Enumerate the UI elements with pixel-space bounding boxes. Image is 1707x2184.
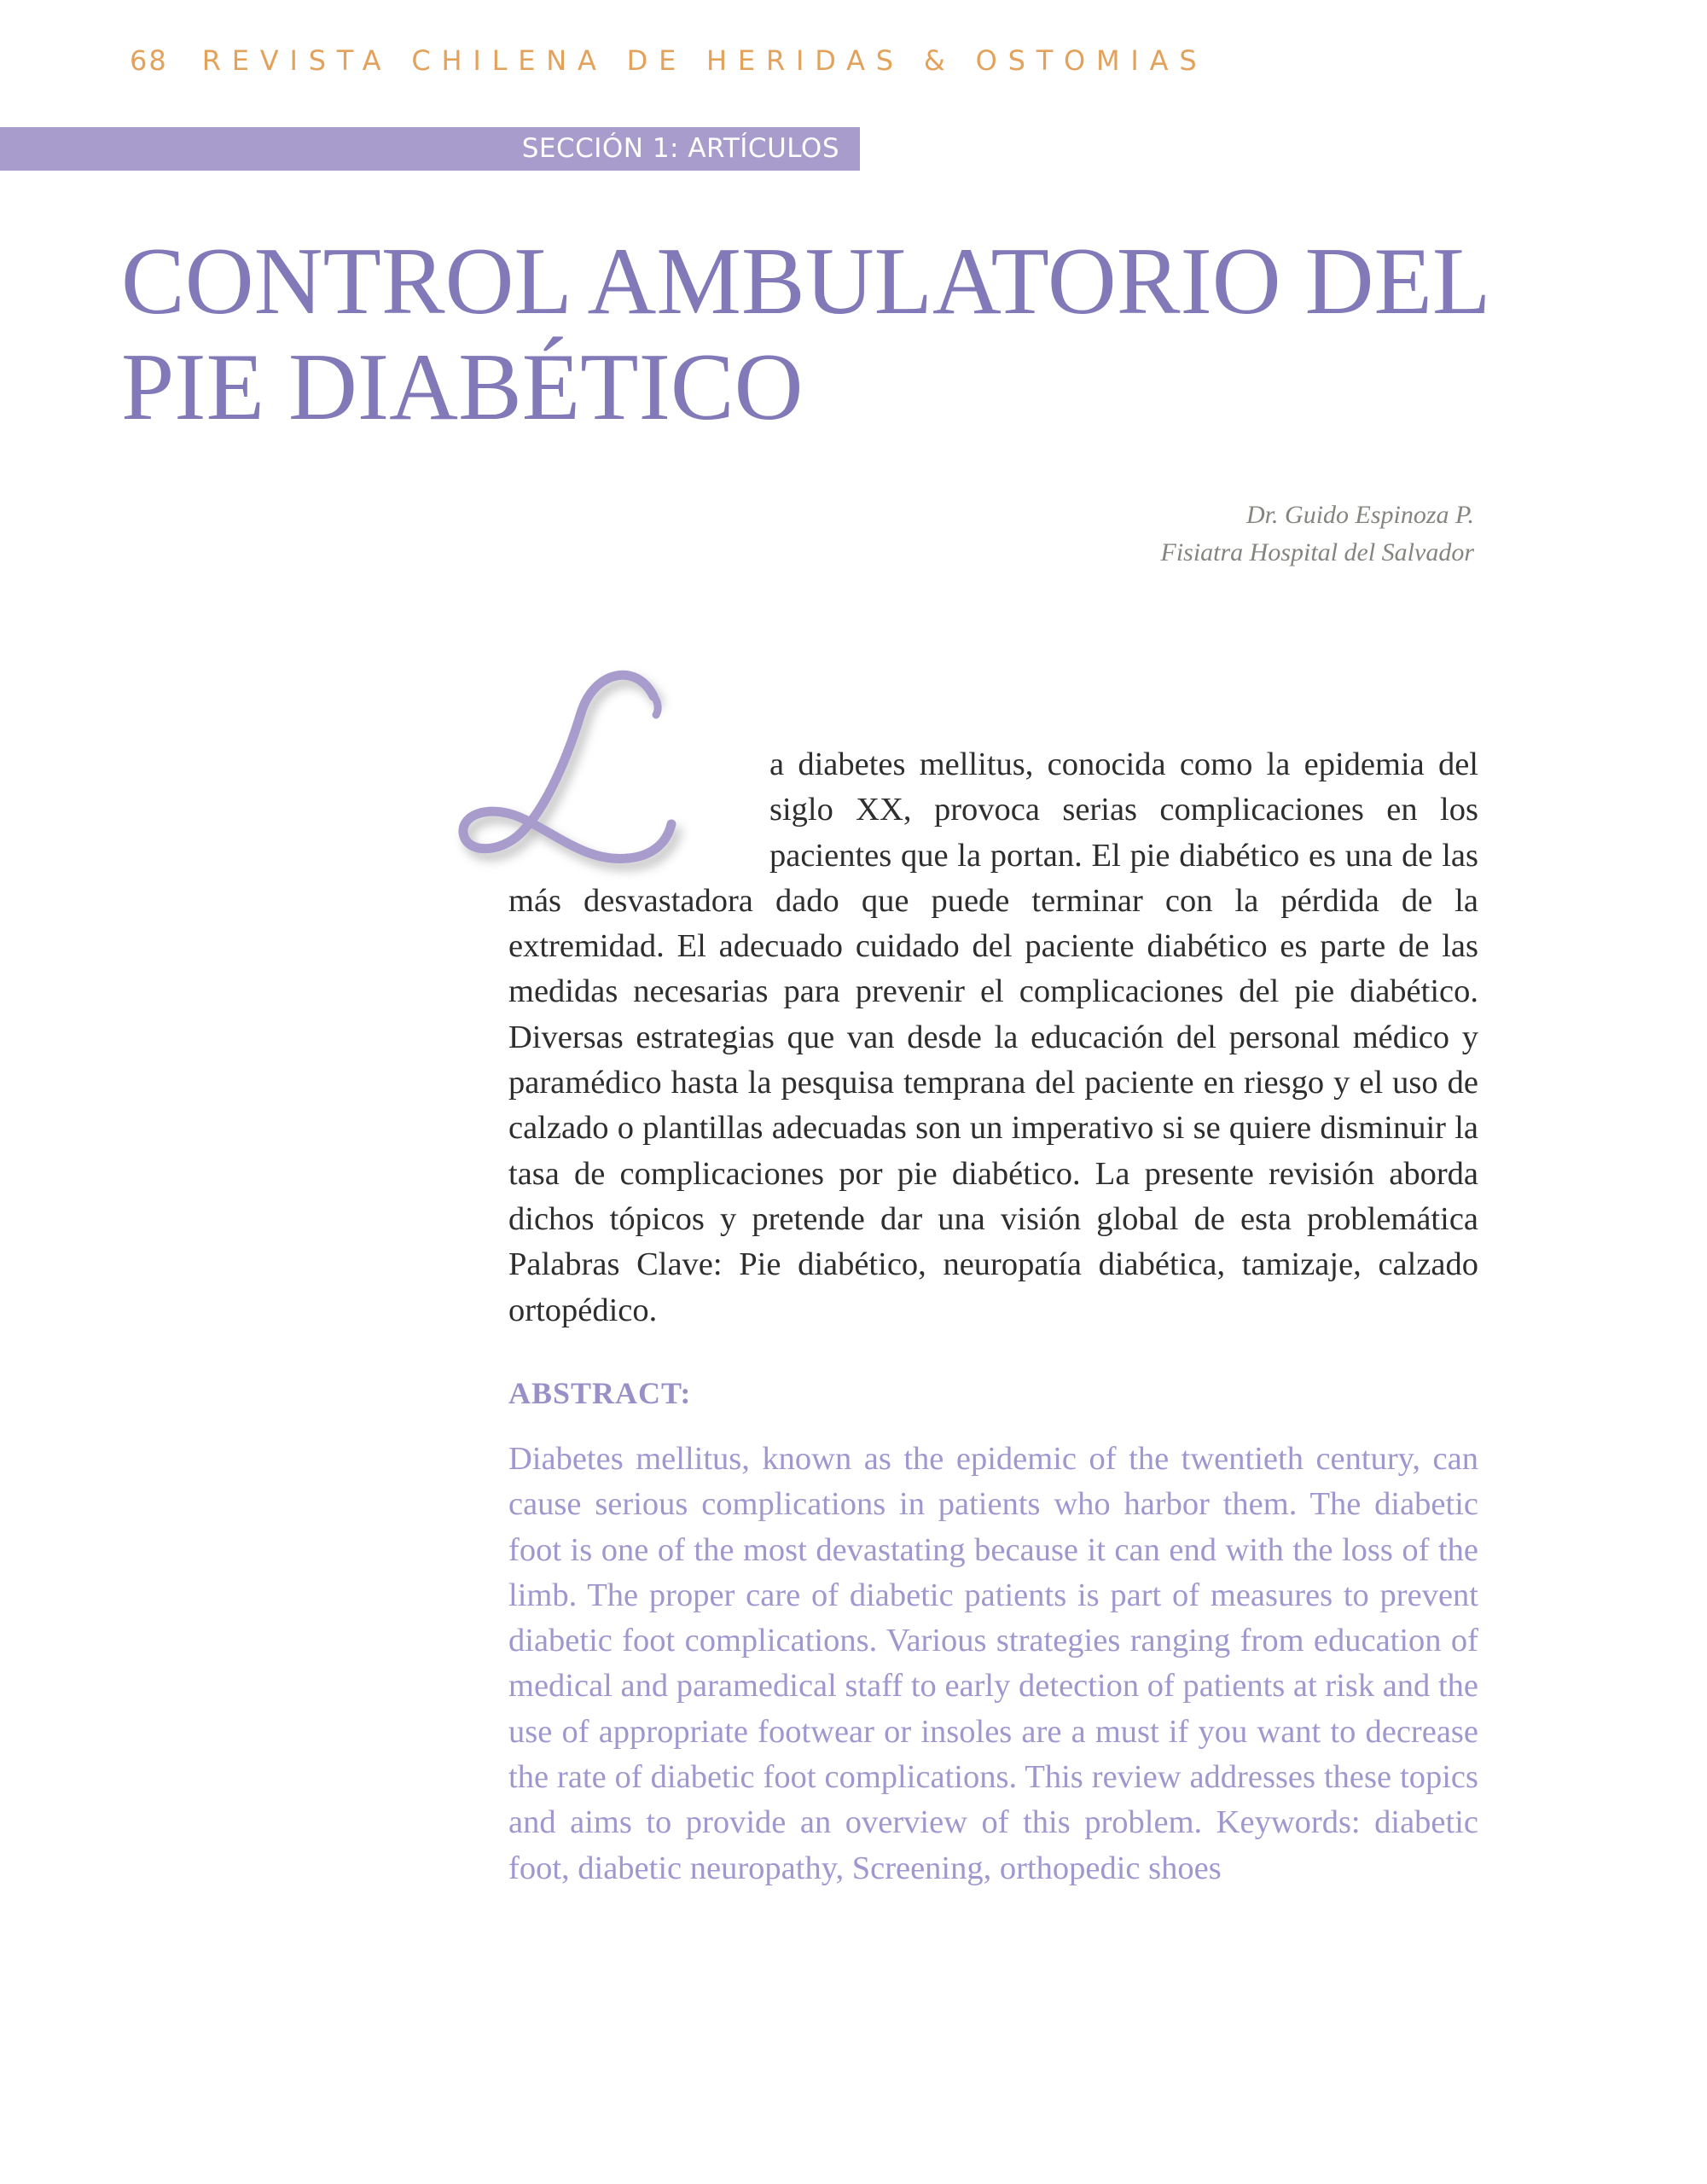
author-block — [1161, 497, 1475, 572]
section-label: SECCIÓN 1: ARTÍCULOS — [521, 133, 839, 164]
article-body — [508, 742, 1478, 1333]
drop-cap-spacer — [508, 742, 769, 874]
abstract-text: Diabetes mellitus, known as the epidemic of the twentieth century, can cause serious complications in patients who harbor them. The diabetic foot is one of the most devastating because it can end with the loss of the limb. The proper care of diabetic patients is part of measures to prevent diabetic foot complications. Various strategies ranging from education of medical and paramedical staff to early detection of patients at risk and the use of appropriate footwear or insoles are a must if you want to decrease the rate of diabetic foot complications. This review addresses these topics and aims to provide an overview of this problem. Keywords: diabetic foot, diabetic neuropathy, Screening, orthopedic shoes — [508, 1441, 1478, 1886]
author-name: Dr. Guido Espinoza P. — [1246, 501, 1474, 529]
running-header — [130, 44, 1207, 77]
author-affiliation: Fisiatra Hospital del Salvador — [1160, 538, 1474, 566]
journal-title: REVISTA CHILENA DE HERIDAS & OSTOMIAS — [201, 44, 1208, 77]
article-body-text: a diabetes mellitus, conocida como la epidemia del siglo XX, provoca serias complicaciones en los pacientes que la portan. El pie diabético es una de las más desvastadora dado que puede terminar con la pérdida de la extremidad. El adecuado cuidado del paciente diabético es parte de las medidas necesarias para prevenir el complicaciones del pie diabético. Diversas estrategias que van desde la educación del personal médico y paramédico hasta la pesquisa temprana del paciente en riesgo y el uso de calzado o plantillas adecuadas son un imperativo si se quiere disminuir la tasa de complicaciones por pie diabético. La presente revisión aborda dichos tópicos y pretende dar una visión global de esta problemática Palabras Clave: Pie diabético, neuropatía diabética, tamizaje, calzado ortopédico. — [508, 746, 1478, 1328]
abstract-heading: ABSTRACT: — [508, 1376, 692, 1410]
page-number: 68 — [130, 44, 168, 77]
section-banner — [0, 127, 860, 171]
article-title: CONTROL AMBULATORIO DEL PIE DIABÉTICO — [121, 229, 1488, 440]
